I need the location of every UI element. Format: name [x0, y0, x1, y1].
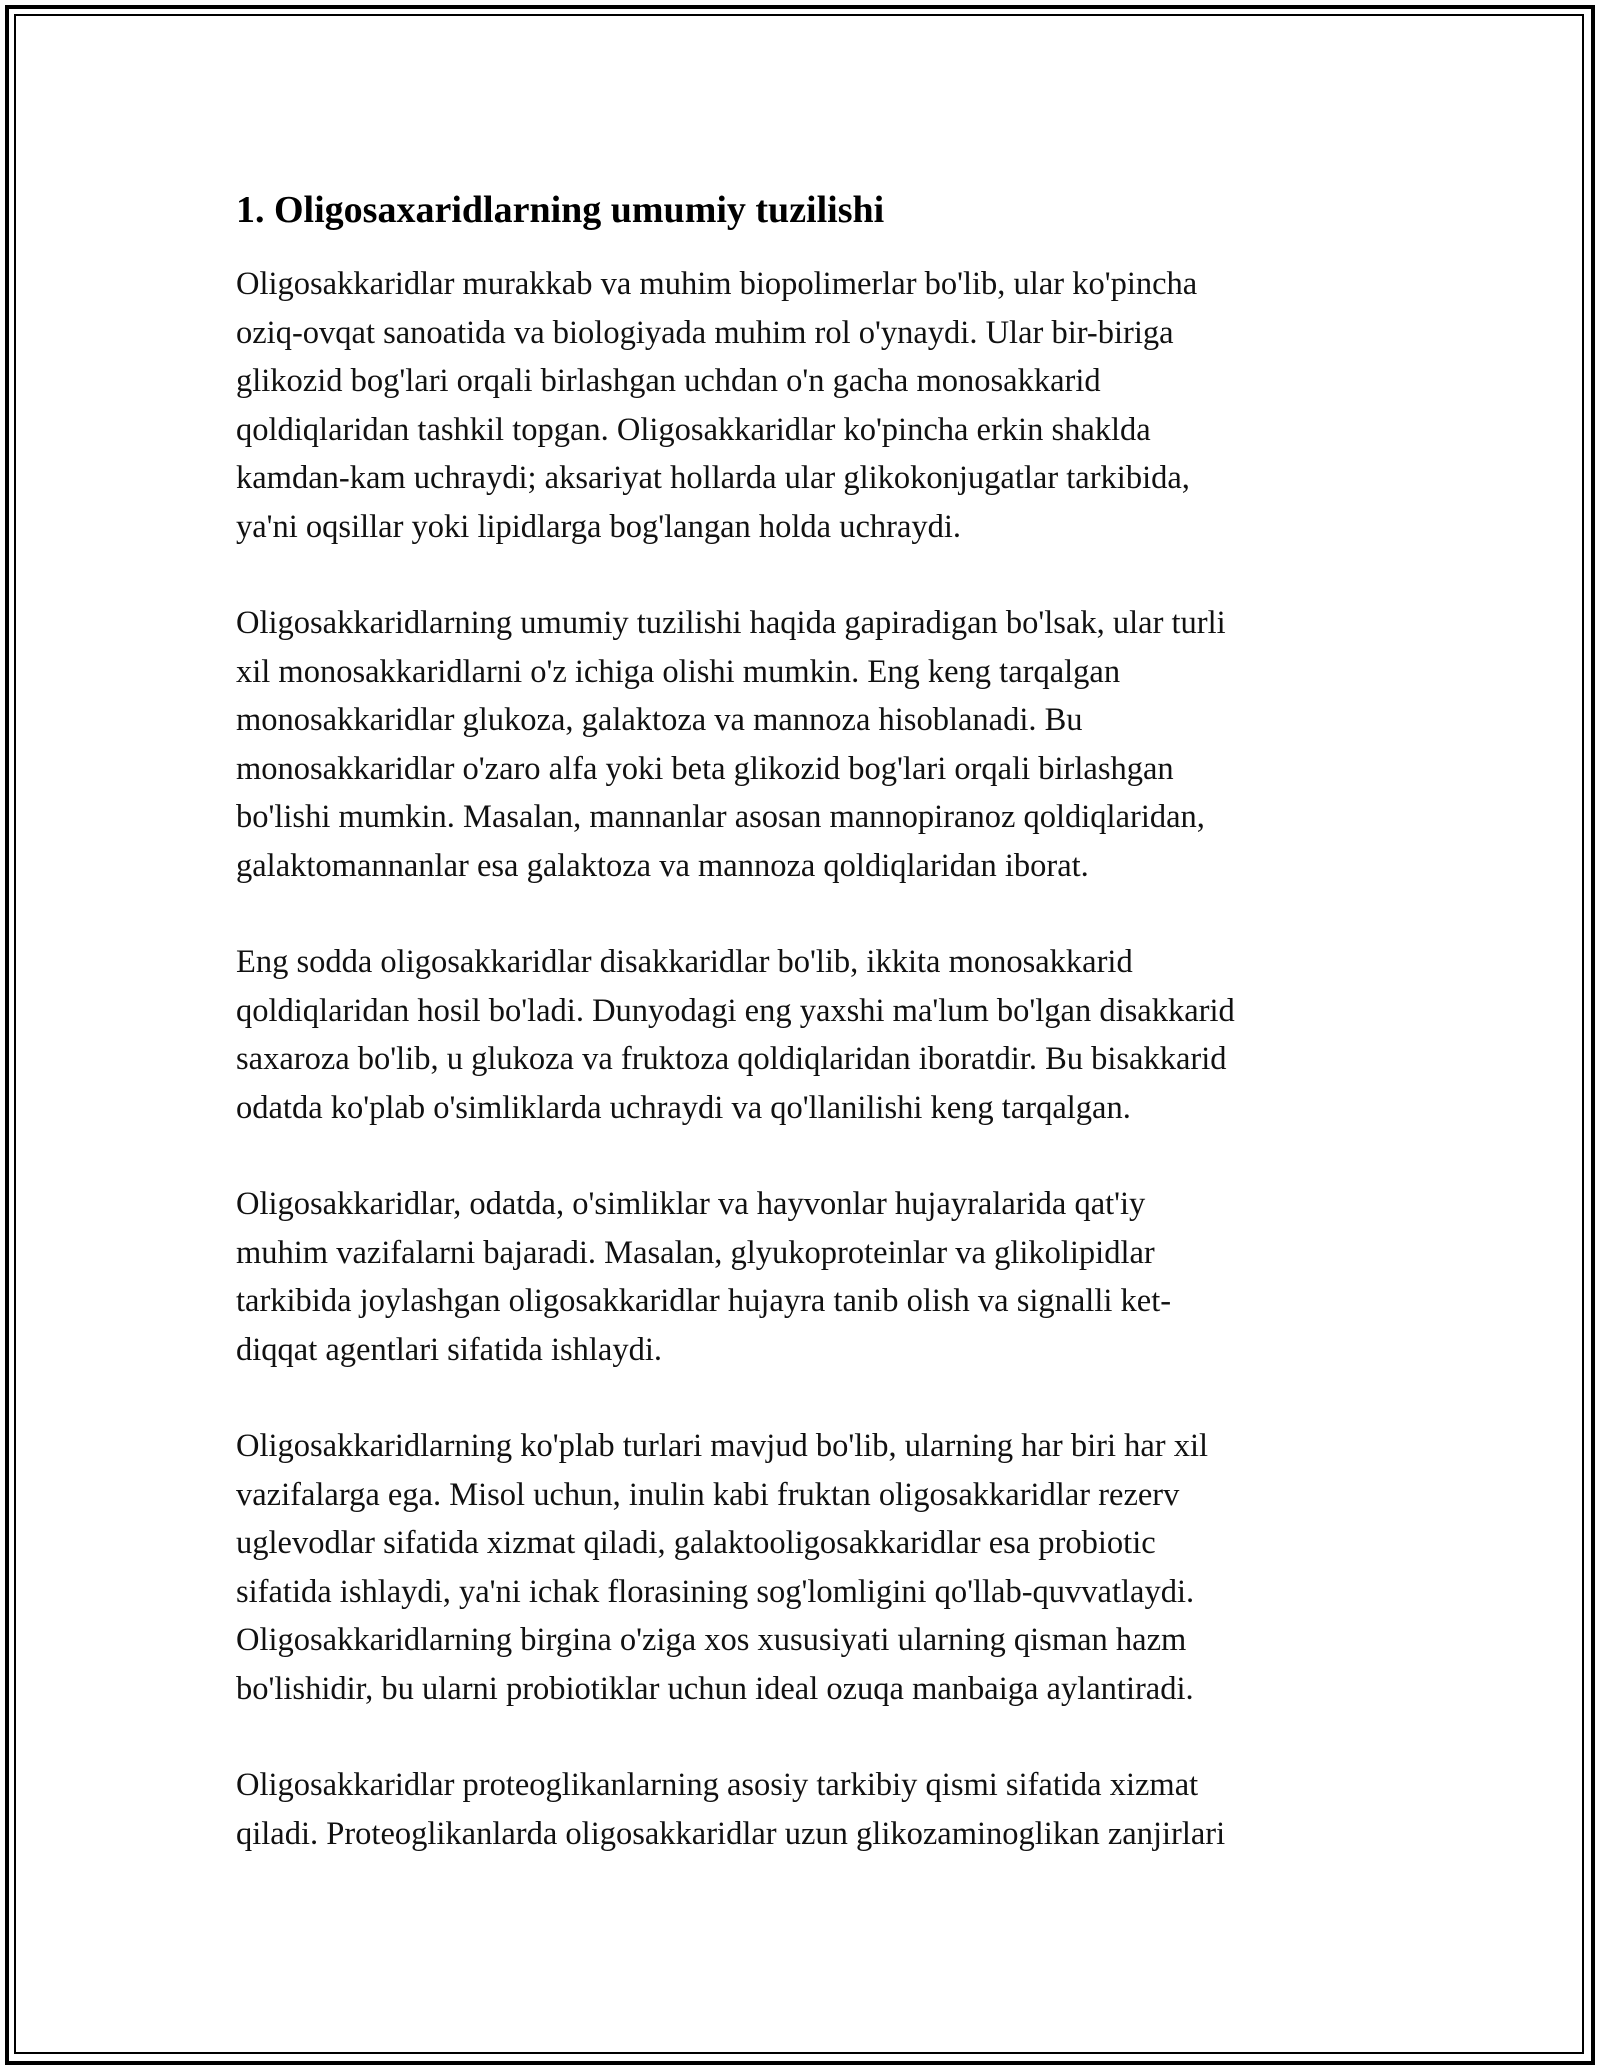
text-line: glikozid bog'lari orqali birlashgan uchdan o'n gacha monosakkarid: [236, 363, 1101, 399]
text-line: Oligosakkaridlar proteoglikanlarning asosiy tarkibiy qismi sifatida xizmat: [236, 1767, 1199, 1803]
text-line: bo'lishidir, bu ularni probiotiklar uchun ideal ozuqa manbaiga aylantiradi.: [236, 1670, 1194, 1707]
text-line: odatda ko'plab o'simliklarda uchraydi va qo'llanilishi keng tarqalgan.: [236, 1089, 1131, 1126]
text-line: Oligosakkaridlarning ko'plab turlari mavjud bo'lib, ularning har biri har xil: [236, 1428, 1209, 1464]
text-line: Oligosakkaridlarning umumiy tuzilishi haqida gapiradigan bo'lsak, ular turli: [236, 605, 1226, 641]
text-line: diqqat agentlari sifatida ishlaydi.: [236, 1331, 662, 1368]
text-line: vazifalarga ega. Misol uchun, inulin kabi fruktan oligosakkaridlar rezerv: [236, 1476, 1180, 1513]
paragraph-5: [236, 1422, 1396, 1713]
paragraph-2: [236, 599, 1396, 890]
paragraph-1: [236, 260, 1396, 551]
text-line: monosakkaridlar o'zaro alfa yoki beta glikozid bog'lari orqali birlashgan: [236, 750, 1174, 787]
paragraph-4: [236, 1180, 1396, 1374]
text-line: uglevodlar sifatida xizmat qiladi, galaktooligosakkaridlar esa probiotic: [236, 1525, 1156, 1561]
text-line: Eng sodda oligosakkaridlar disakkaridlar bo'lib, ikkita monosakkarid: [236, 944, 1133, 980]
text-line: ya'ni oqsillar yoki lipidlarga bog'langan holda uchraydi.: [236, 508, 962, 545]
text-line: sifatida ishlaydi, ya'ni ichak florasining sog'lomligini qo'llab-quvvatlaydi.: [236, 1573, 1195, 1610]
text-line: oziq-ovqat sanoatida va biologiyada muhim rol o'ynaydi. Ular bir-biriga: [236, 314, 1174, 351]
text-line: monosakkaridlar glukoza, galaktoza va mannoza hisoblanadi. Bu: [236, 702, 1083, 738]
document-body: [236, 186, 1396, 1858]
paragraph-3: [236, 938, 1396, 1132]
text-line: muhim vazifalarni bajaradi. Masalan, glyukoproteinlar va glikolipidlar: [236, 1234, 1155, 1271]
text-line: Oligosakkaridlar murakkab va muhim biopolimerlar bo'lib, ular ko'pincha: [236, 266, 1198, 302]
text-line: saxaroza bo'lib, u glukoza va fruktoza qoldiqlaridan iboratdir. Bu bisakkarid: [236, 1041, 1227, 1077]
text-line: Oligosakkaridlarning birgina o'ziga xos xususiyati ularning qisman hazm: [236, 1622, 1187, 1658]
text-line: qiladi. Proteoglikanlarda oligosakkaridlar uzun glikozaminoglikan zanjirlari: [236, 1815, 1226, 1852]
text-line: galaktomannanlar esa galaktoza va mannoza qoldiqlaridan iborat.: [236, 847, 1089, 884]
text-line: kamdan-kam uchraydi; aksariyat hollarda ular glikokonjugatlar tarkibida,: [236, 460, 1190, 496]
text-line: tarkibida joylashgan oligosakkaridlar hujayra tanib olish va signalli ket-: [236, 1283, 1172, 1319]
text-line: xil monosakkaridlarni o'z ichiga olishi mumkin. Eng keng tarqalgan: [236, 653, 1121, 690]
text-line: Oligosakkaridlar, odatda, o'simliklar va hayvonlar hujayralarida qat'iy: [236, 1186, 1146, 1222]
section-heading: 1. Oligosaxaridlarning umumiy tuzilishi: [236, 189, 885, 231]
text-line: bo'lishi mumkin. Masalan, mannanlar asosan mannopiranoz qoldiqlaridan,: [236, 799, 1205, 835]
paragraph-6: [236, 1761, 1396, 1858]
text-line: qoldiqlaridan tashkil topgan. Oligosakkaridlar ko'pincha erkin shaklda: [236, 411, 1151, 448]
text-line: qoldiqlaridan hosil bo'ladi. Dunyodagi eng yaxshi ma'lum bo'lgan disakkarid: [236, 992, 1235, 1029]
